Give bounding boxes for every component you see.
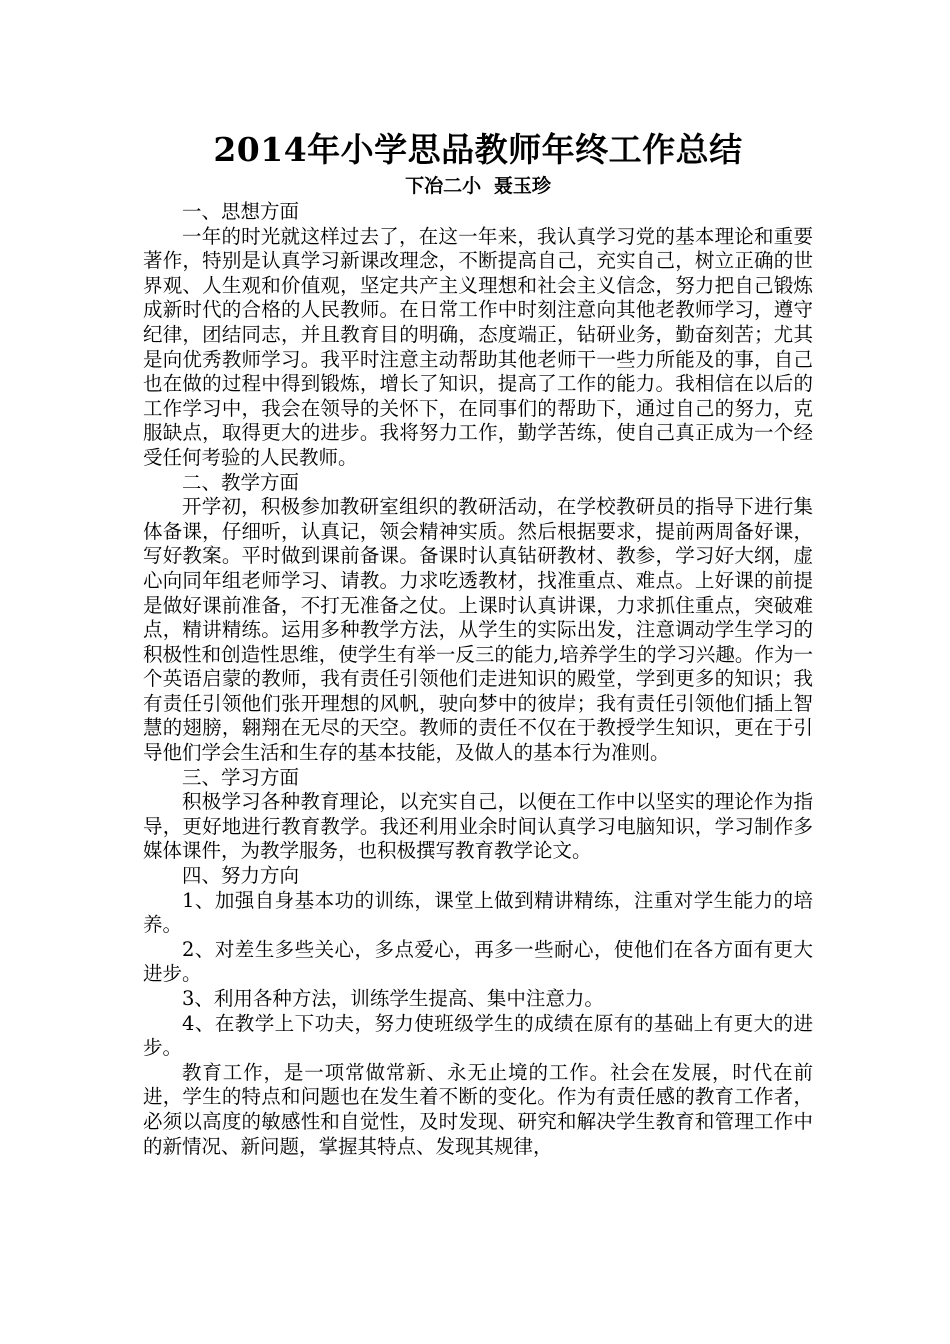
section-heading: 二、教学方面 xyxy=(182,470,300,494)
section-heading: 一、思想方面 xyxy=(182,200,300,223)
section-heading: 四、努力方向 xyxy=(182,864,300,888)
paragraph: 积极学习各种教育理论，以充实自己，以便在工作中以坚实的理论作为指导，更好地进行教育教学。我还利用业余时间认真学习电脑知识，学习制作多媒体课件，为教学服务，也积极撰写教育教学论文。 xyxy=(143,790,813,863)
paragraph: 教育工作，是一项常做常新、永无止境的工作。社会在发展，时代在前进，学生的特点和问题也在发生着不断的变化。作为有责任感的教育工作者，必须以高度的敏感性和自觉性，及时发现、研究和解决学生教育和管理工作中的新情况、新问题，掌握其特点、发现其规律， xyxy=(143,1060,813,1158)
list-item: 1、加强自身基本功的训练，课堂上做到精讲精练，注重对学生能力的培养。 xyxy=(143,888,813,937)
list-item: 2、对差生多些关心，多点爱心，再多一些耐心，使他们在各方面有更大进步。 xyxy=(143,937,813,986)
school-name: 下冶二小 xyxy=(405,175,482,197)
author-line xyxy=(143,172,813,200)
list-item: 3、利用各种方法，训练学生提高、集中注意力。 xyxy=(182,987,604,1010)
paragraph: 开学初，积极参加教研室组织的教研活动，在学校教研员的指导下进行集体备课，仔细听，认真记，领会精神实质。然后根据要求，提前两周备好课，写好教案。平时做到课前备课。备课时认真钻研教材、教参，学习好大纲，虚心向同年组老师学习、请教。力求吃透教材，找准重点、难点。上好课的前提是做好课前准备，不打无准备之仗。上课时认真讲课，力求抓住重点，突破难点，精讲精练。运用多种教学方法，从学生的实际出发，注意调动学生学习的积极性和创造性思维，使学生有举一反三的能力,培养学生的学习兴趣。作为一个英语启蒙的教师，我有责任引领他们走进知识的殿堂，学到更多的知识；我有责任引领他们张开理想的风帆，驶向梦中的彼岸；我有责任引领他们插上智慧的翅膀，翱翔在无尽的天空。教师的责任不仅在于教授学生知识，更在于引导他们学会生活和生存的基本技能，及做人的基本行为准则。 xyxy=(143,495,813,765)
author-name: 聂玉珍 xyxy=(493,175,551,197)
paragraph: 一年的时光就这样过去了，在这一年来，我认真学习党的基本理论和重要著作，特别是认真学习新课改理念，不断提高自己，充实自己，树立正确的世界观、人生观和价值观，坚定共产主义理想和社会主义信念，努力把自己锻炼成新时代的合格的人民教师。在日常工作中时刻注意向其他老教师学习，遵守纪律，团结同志，并且教育目的明确，态度端正，钻研业务，勤奋刻苦；尤其是向优秀教师学习。我平时注意主动帮助其他老师干一些力所能及的事，自己也在做的过程中得到锻炼，增长了知识，提高了工作的能力。我相信在以后的工作学习中，我会在领导的关怀下，在同事们的帮助下，通过自己的努力，克服缺点，取得更大的进步。我将努力工作，勤学苦练，使自己真正成为一个经受任何考验的人民教师。 xyxy=(143,224,813,469)
document-page xyxy=(143,128,813,1159)
section-heading: 三、学习方面 xyxy=(182,765,300,789)
list-item: 4、在教学上下功夫，努力使班级学生的成绩在原有的基础上有更大的进步。 xyxy=(143,1011,813,1060)
document-body xyxy=(143,200,813,1159)
document-title: 2014年小学思品教师年终工作总结 xyxy=(213,130,743,169)
